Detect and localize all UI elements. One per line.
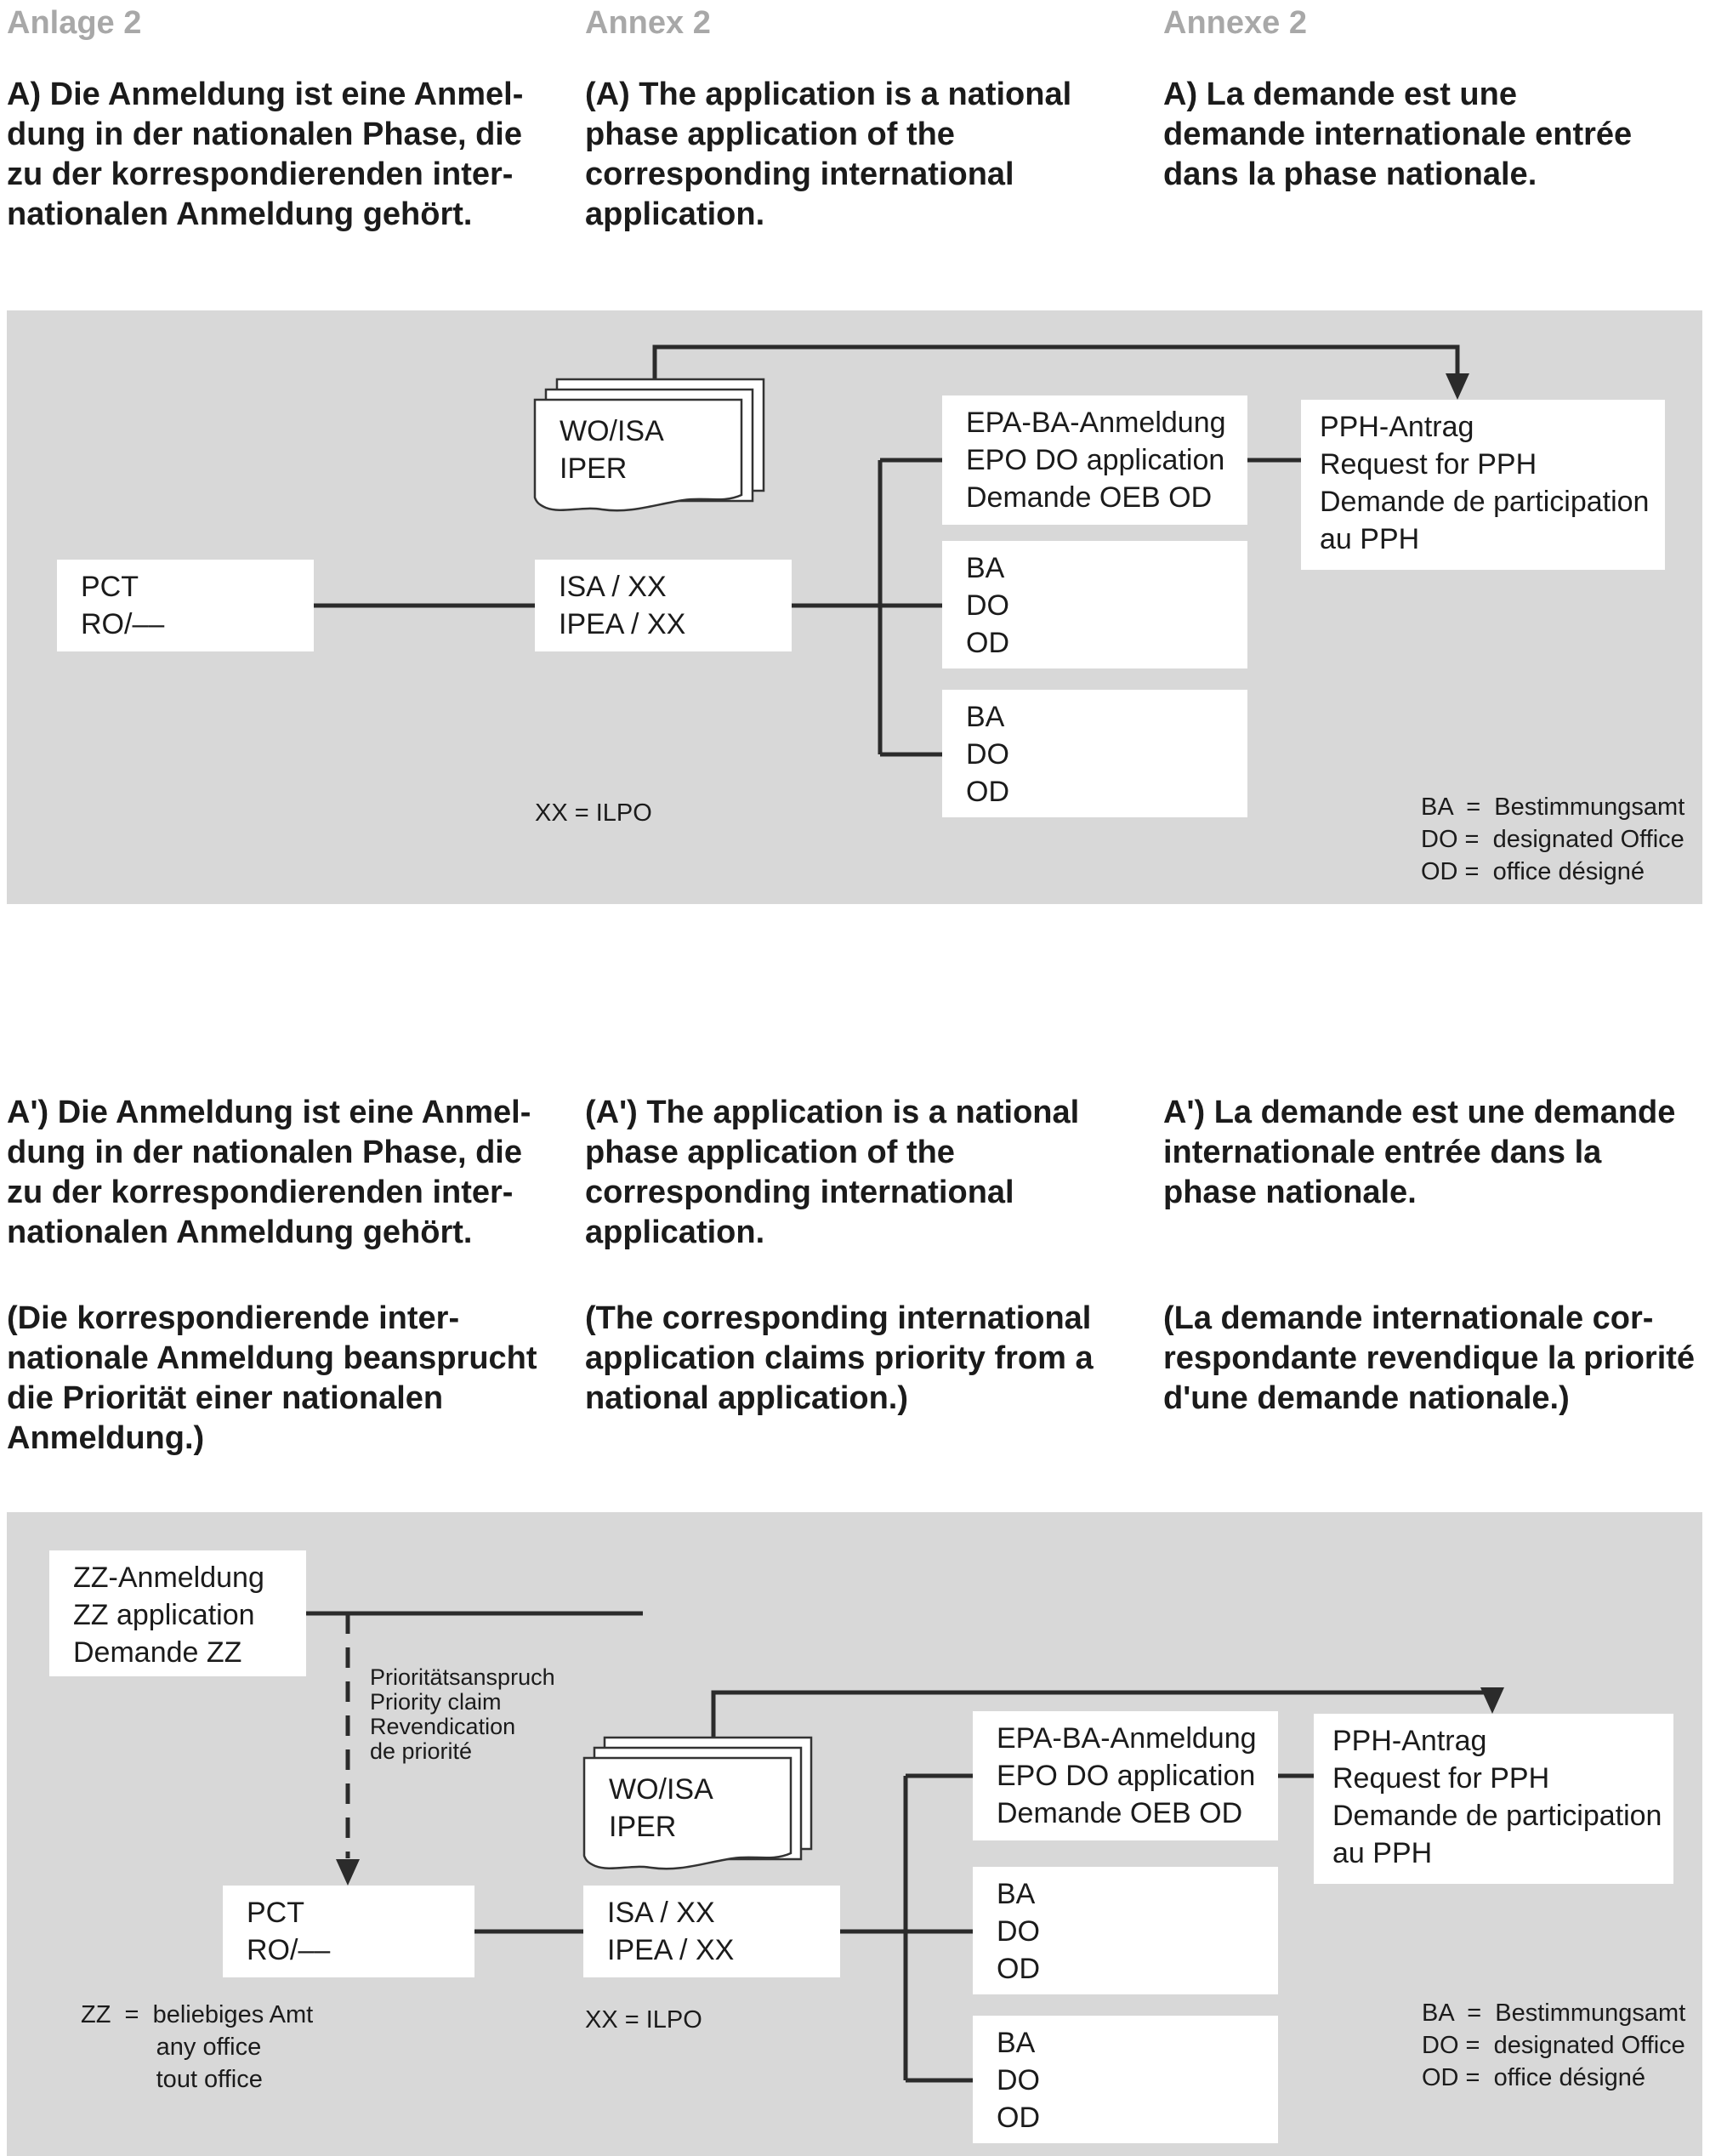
diagram-national-phase [7, 310, 1702, 904]
diagram1-pct-box: PCT RO/–– [57, 560, 314, 651]
column-title-fr: Annexe 2 [1163, 5, 1307, 41]
middle-paragraph1-en: (A') The application is a national phase application of the corresponding international application. [585, 1095, 1080, 1250]
diagram1-ba-do-od-box-2: BA DO OD [942, 690, 1247, 817]
arrow-down-icon [1480, 1687, 1504, 1714]
diagram1-isa-box: ISA / XX IPEA / XX [535, 560, 792, 651]
arrow-down-icon [336, 1859, 360, 1886]
middle-paragraph1-de: A') Die Anmeldung ist eine Anmel- dung in der nationalen Phase, die zu der korrespondierenden inter- nationalen Anmeldung gehört. [7, 1095, 531, 1250]
diagram2-zz-legend: ZZ = beliebiges Amt any office tout office [81, 2001, 314, 2093]
middle-paragraph2-de: (Die korrespondierende inter- nationale Anmeldung beansprucht die Priorität einer nationalen Anmeldung.) [7, 1300, 537, 1456]
middle-paragraph2-fr: (La demande internationale cor- respondante revendique la priorité d'une demande nationale.) [1163, 1300, 1696, 1416]
diagram1-stack-label: WO/ISA IPER [560, 415, 664, 485]
diagram1-legend: BA = Bestimmungsamt DO = designated Office OD = office désigné [1421, 794, 1685, 885]
middle-paragraph2-en: (The corresponding international application claims priority from a national application.) [585, 1300, 1094, 1416]
diagram2-priority-label: Prioritätsanspruch Priority claim Revendication de priorité [370, 1664, 555, 1764]
arrow-down-icon [1446, 373, 1469, 400]
diagram2-ba-do-od-box-2: BA DO OD [973, 2016, 1278, 2143]
column-title-en: Annex 2 [585, 5, 711, 41]
diagram2-zz-box: ZZ-Anmeldung ZZ application Demande ZZ [49, 1550, 306, 1676]
diagram2-epa-box: EPA-BA-Anmeldung EPO DO application Demande OEB OD [973, 1711, 1278, 1840]
header-paragraph-fr: A) La demande est une demande internationale entrée dans la phase nationale. [1163, 77, 1633, 192]
diagram2-ba-do-od-box-1: BA DO OD [973, 1867, 1278, 1994]
connector-top-line [655, 347, 1457, 382]
diagram1-pph-box: PPH-Antrag Request for PPH Demande de participation au PPH [1301, 400, 1665, 570]
column-title-de: Anlage 2 [7, 5, 142, 41]
middle-paragraph1-fr: A') La demande est une demande internationale entrée dans la phase nationale. [1163, 1095, 1676, 1210]
header-paragraph-en: (A) The application is a national phase application of the corresponding international application. [585, 77, 1072, 232]
diagram2-pct-box: PCT RO/–– [223, 1886, 474, 1977]
diagram2-stack-label: WO/ISA IPER [609, 1773, 713, 1843]
diagram1-ba-do-od-box-1: BA DO OD [942, 541, 1247, 668]
diagram1-epa-box: EPA-BA-Anmeldung EPO DO application Demande OEB OD [942, 395, 1247, 525]
diagram2-isa-box: ISA / XX IPEA / XX [583, 1886, 840, 1977]
diagram2-xx-ilpo-note: XX = ILPO [585, 2006, 702, 2034]
diagram1-xx-ilpo-note: XX = ILPO [535, 799, 652, 827]
diagram2-legend: BA = Bestimmungsamt DO = designated Office OD = office désigné [1422, 2000, 1686, 2091]
diagram2-pph-box: PPH-Antrag Request for PPH Demande de participation au PPH [1314, 1714, 1673, 1884]
header-paragraph-de: A) Die Anmeldung ist eine Anmel- dung in der nationalen Phase, die zu der korrespondierenden inter- nationalen Anmeldung gehört. [7, 77, 524, 232]
diagram-priority-claim [7, 1512, 1702, 2156]
